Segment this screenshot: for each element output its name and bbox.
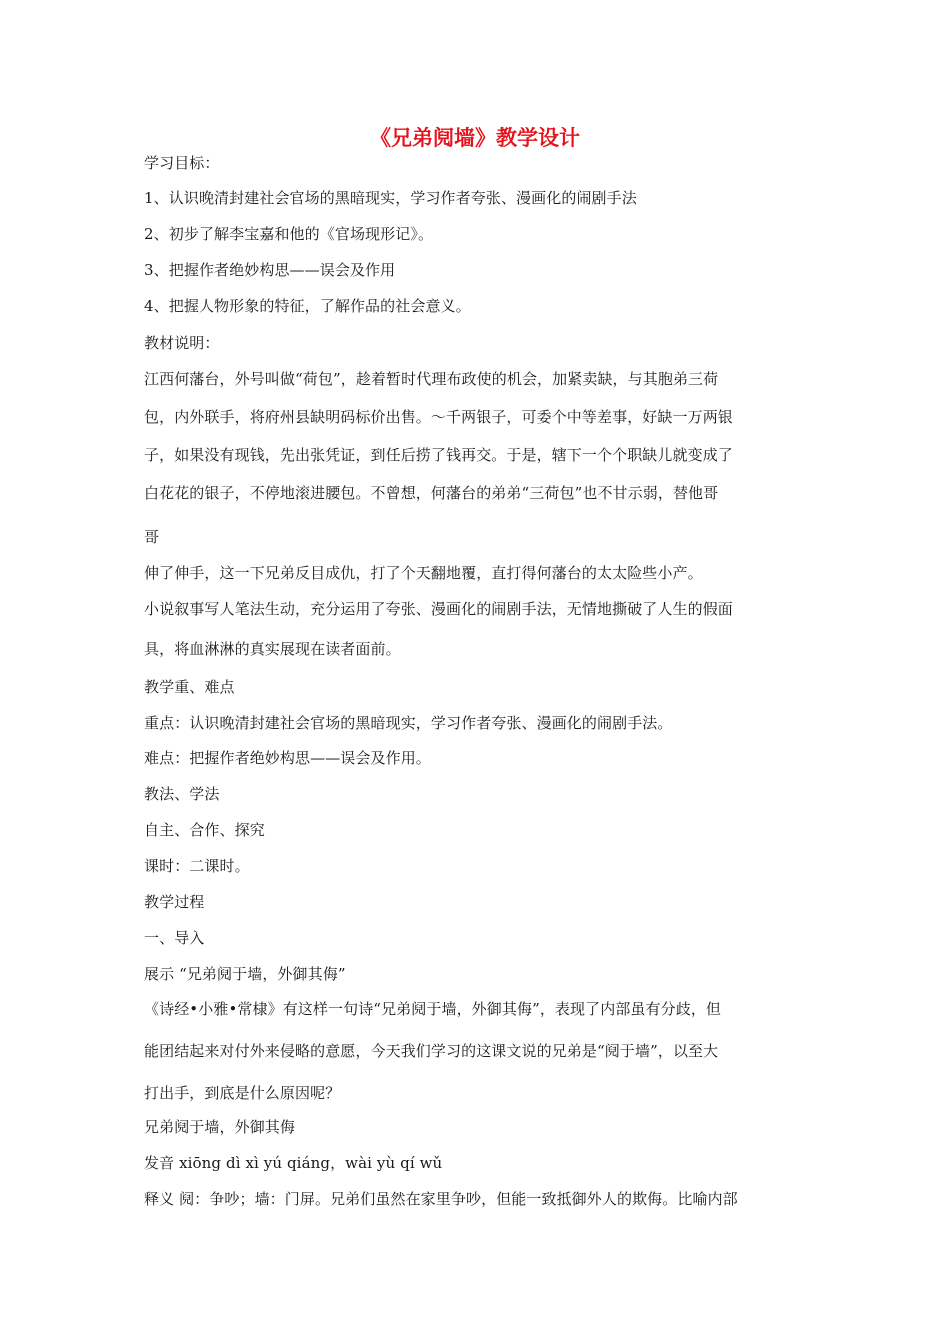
objective-3: 3、把握作者绝妙构思——误会及作用 xyxy=(144,261,396,279)
objective-4: 4、把握人物形象的特征，了解作品的社会意义。 xyxy=(144,297,471,315)
idiom: 兄弟阋于墙，外御其侮 xyxy=(144,1118,296,1136)
display-quote: 展示 “兄弟阋于墙，外御其侮” xyxy=(144,965,346,983)
material-paragraph-line: 子，如果没有现钱，先出张凭证，到任后捞了钱再交。于是，辖下一个个职缺儿就变成了 xyxy=(144,446,733,464)
intro-paragraph-line: 能团结起来对付外来侵略的意愿，今天我们学习的这课文说的兄弟是“阋于墙”，以至大 xyxy=(144,1042,719,1060)
material-paragraph-line: 包，内外联手，将府州县缺明码标价出售。～千两银子，可委个中等差事，好缺一万两银 xyxy=(144,408,733,426)
objective-1: 1、认识晚清封建社会官场的黑暗现实，学习作者夸张、漫画化的闹剧手法 xyxy=(144,189,637,207)
heading-methods: 教法、学法 xyxy=(144,785,220,803)
heading-process: 教学过程 xyxy=(144,893,205,911)
idiom-definition: 释义 阋：争吵；墙：门屏。兄弟们虽然在家里争吵，但能一致抵御外人的欺侮。比喻内部 xyxy=(144,1190,738,1208)
difficult-point: 难点：把握作者绝妙构思——误会及作用。 xyxy=(144,749,431,767)
heading-key-points: 教学重、难点 xyxy=(144,678,235,696)
objective-2: 2、初步了解李宝嘉和他的《官场现形记》。 xyxy=(144,225,434,243)
material-paragraph-line: 伸了伸手，这一下兄弟反目成仇，打了个天翻地覆，直打得何藩台的太太险些小产。 xyxy=(144,564,703,582)
material-paragraph-line: 江西何藩台，外号叫做“荷包”，趁着暂时代理布政使的机会，加紧卖缺，与其胞弟三荷 xyxy=(144,370,719,388)
material-paragraph-line: 哥 xyxy=(144,528,160,546)
idiom-pronunciation: 发音 xiōng dì xì yú qiáng，wài yù qí wǔ xyxy=(144,1154,443,1172)
intro-paragraph-line: 《诗经•小雅•常棣》有这样一句诗“兄弟阋于墙，外御其侮”，表现了内部虽有分歧，但 xyxy=(144,1000,722,1018)
class-hours: 课时：二课时。 xyxy=(144,857,250,875)
heading-material: 教材说明： xyxy=(144,334,220,352)
intro-paragraph-line: 打出手，到底是什么原因呢？ xyxy=(144,1084,341,1102)
summary-paragraph-line: 具，将血淋淋的真实展现在读者面前。 xyxy=(144,640,401,658)
key-point: 重点：认识晚清封建社会官场的黑暗现实，学习作者夸张、漫画化的闹剧手法。 xyxy=(144,714,673,732)
summary-paragraph-line: 小说叙事写人笔法生动，充分运用了夸张、漫画化的闹剧手法，无情地撕破了人生的假面 xyxy=(144,600,733,618)
heading-objectives: 学习目标： xyxy=(144,154,220,172)
material-paragraph-line: 白花花的银子，不停地滚进腰包。不曾想，何藩台的弟弟“三荷包”也不甘示弱，替他哥 xyxy=(144,484,719,502)
document-title: 《兄弟阋墙》教学设计 xyxy=(370,126,580,150)
section-introduction: 一、导入 xyxy=(144,929,205,947)
methods-text: 自主、合作、探究 xyxy=(144,821,265,839)
